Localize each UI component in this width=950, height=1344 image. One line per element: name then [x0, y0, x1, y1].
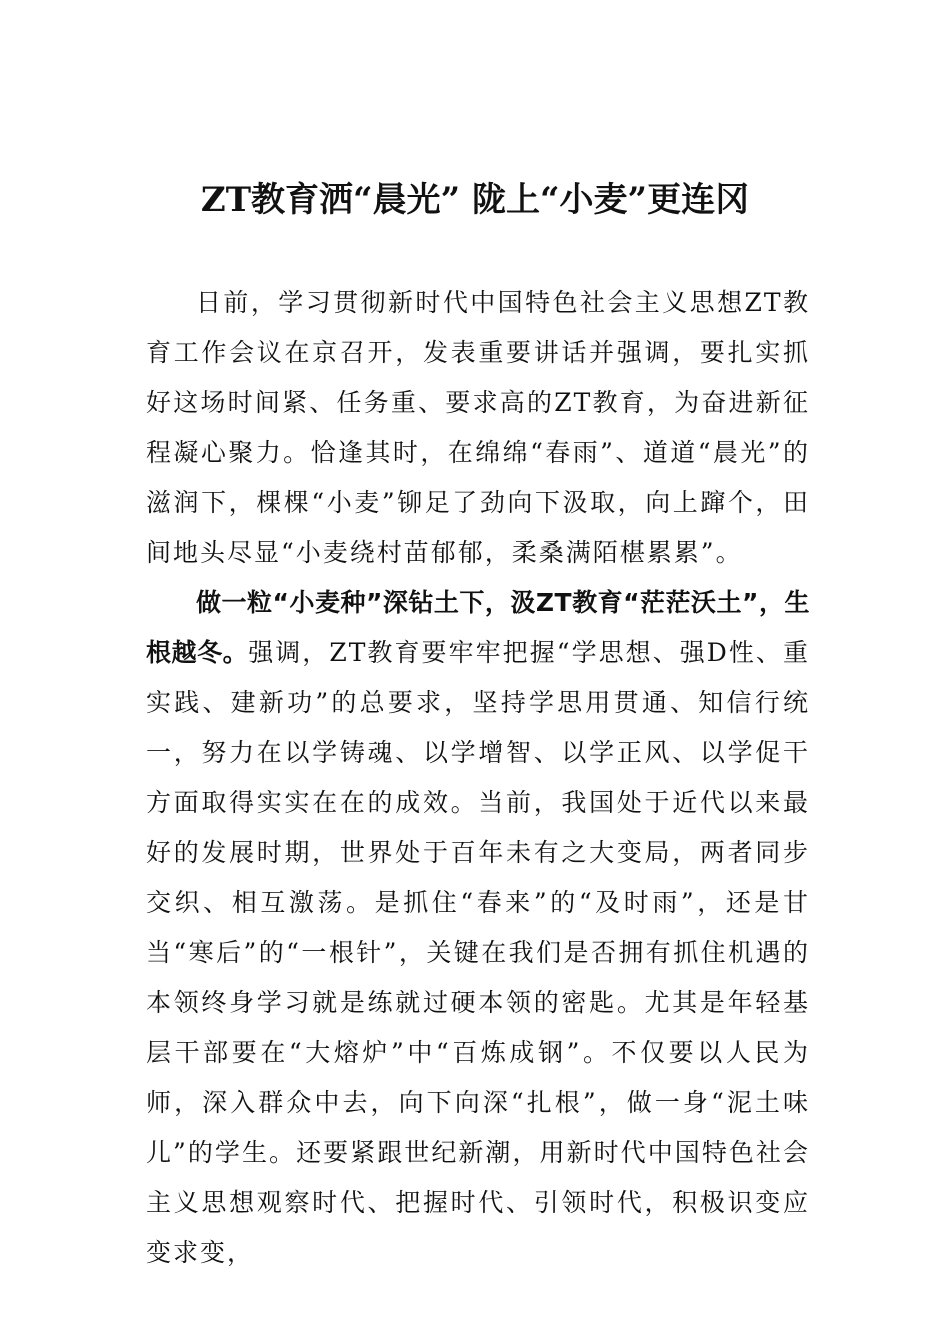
paragraph-intro-text: 日前，学习贯彻新时代中国特色社会主义思想ZT教育工作会议在京召开，发表重要讲话并强调，要扎实抓好这场时间紧、任务重、要求高的ZT教育，为奋进新征程凝心聚力。恰逢其时，在绵绵“春雨”、道道“晨光”的滋润下，棵棵“小麦”铆足了劲向下汲取，向上蹿个，田间地头尽显“小麦绕村苗郁郁，柔桑满陌椹累累”。: [146, 288, 811, 567]
paragraph-lead-heading: 做一粒“小麦种”深钻土下，汲ZT教育“茫茫沃土”，生根越冬。: [146, 588, 810, 667]
paragraph-wheat-seed: [146, 578, 810, 1278]
paragraph-wheat-seed-text: 强调，ZT教育要牢牢把握“学思想、强D性、重实践、建新功”的总要求，坚持学思用贯通、知信行统一，努力在以学铸魂、以学增智、以学正风、以学促干方面取得实实在在的成效。当前，我国处于近代以来最好的发展时期，世界处于百年未有之大变局，两者同步交织、相互激荡。是抓住“春来”的“及时雨”，还是甘当“寒后”的“一根针”，关键在我们是否拥有抓住机遇的本领终身学习就是练就过硬本领的密匙。尤其是年轻基层干部要在“大熔炉”中“百炼成钢”。不仅要以人民为师，深入群众中去，向下向深“扎根”，做一身“泥土味儿”的学生。还要紧跟世纪新潮，用新时代中国特色社会主义思想观察时代、把握时代、引领时代，积极识变应变求变，: [146, 638, 810, 1267]
paragraph-intro: [146, 278, 810, 578]
document-title: ZT教育洒“晨光” 陇上“小麦”更连冈: [200, 180, 750, 220]
document-body: [146, 278, 810, 1278]
